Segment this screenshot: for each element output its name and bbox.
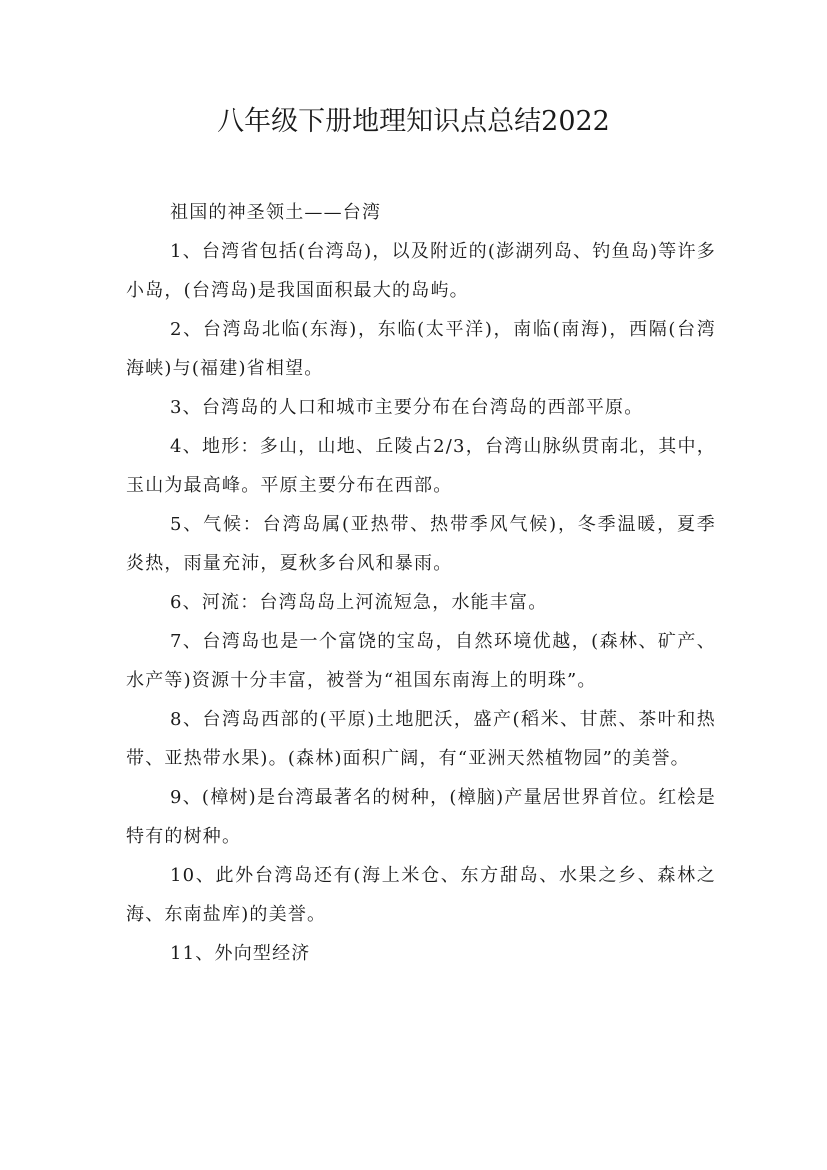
paragraph-7: 7、台湾岛也是一个富饶的宝岛，自然环境优越，(森林、矿产、水产等)资源十分丰富，被誉为“祖国东南海上的明珠”。 [126,631,716,691]
paragraph-1: 1、台湾省包括(台湾岛)，以及附近的(澎湖列岛、钓鱼岛)等许多小岛，(台湾岛)是我国面积最大的岛屿。 [126,241,716,301]
paragraph-6: 6、河流：台湾岛岛上河流短急，水能丰富。 [170,592,548,613]
paragraph-4: 4、地形：多山，山地、丘陵占2/3，台湾山脉纵贯南北，其中，玉山为最高峰。平原主要分布在西部。 [126,436,716,496]
section-heading: 祖国的神圣领土——台湾 [170,202,382,223]
paragraph-9: 9、(樟树)是台湾最著名的树种，(樟脑)产量居世界首位。红桧是特有的树种。 [126,787,716,847]
paragraph-11: 11、外向型经济 [170,943,311,964]
document-body [126,193,716,973]
paragraph-10: 10、此外台湾岛还有(海上米仓、东方甜岛、水果之乡、森林之海、东南盐库)的美誉。 [126,865,716,925]
paragraph-3: 3、台湾岛的人口和城市主要分布在台湾岛的西部平原。 [170,397,644,418]
paragraph-8: 8、台湾岛西部的(平原)土地肥沃，盛产(稻米、甘蔗、茶叶和热带、亚热带水果)。(森林)面积广阔，有“亚洲天然植物园”的美誉。 [126,709,716,769]
document-title: 八年级下册地理知识点总结2022 [217,106,610,137]
paragraph-2: 2、台湾岛北临(东海)，东临(太平洋)，南临(南海)，西隔(台湾海峡)与(福建)省相望。 [126,319,716,379]
paragraph-5: 5、气候：台湾岛属(亚热带、热带季风气候)，冬季温暖，夏季炎热，雨量充沛，夏秋多台风和暴雨。 [126,514,716,574]
